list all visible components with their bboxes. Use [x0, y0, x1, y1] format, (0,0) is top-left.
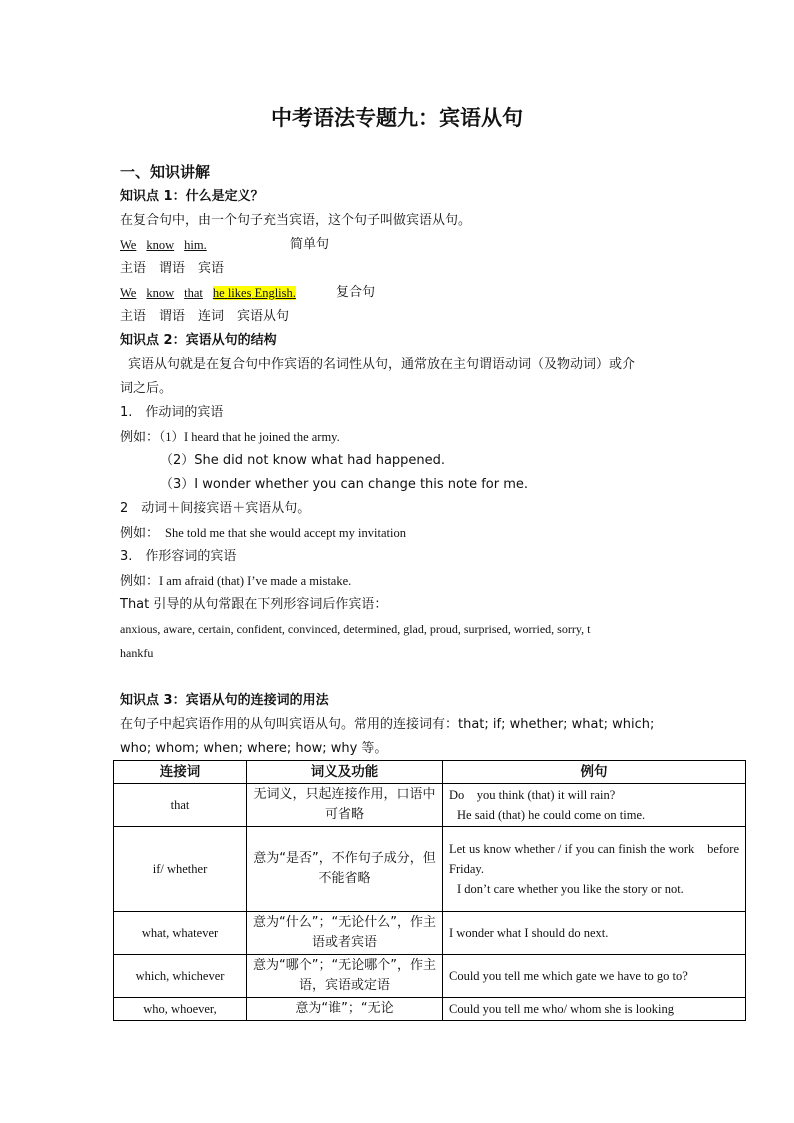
cell-meaning: 意为“什么”；“无论什么”，作主语或者宾语 [247, 912, 443, 955]
header-conjunction: 连接词 [114, 761, 247, 784]
example-sentence: He said (that) he could come on time. [457, 808, 646, 822]
kp2-paragraph-line2: 词之后。 [120, 381, 173, 396]
adjective-list-line2: hankfu [120, 646, 154, 660]
kp2-example1-3: （3）I wonder whether you can change this note for me. [160, 477, 529, 492]
kp2-paragraph-line1: 宾语从句就是在复合句中作宾语的名词性从句，通常放在主句谓语动词（及物动词）或介 [128, 357, 636, 372]
simple-sentence-example [120, 236, 207, 254]
kp2-example1-2: （2）She did not know what had happened. [160, 453, 446, 468]
cell-meaning: 意为“是否”，不作句子成分，但不能省略 [247, 827, 443, 912]
kp2-heading: 知识点 2：宾语从句的结构 [120, 333, 277, 348]
kp1-heading: 知识点 1：什么是定义？ [120, 189, 264, 204]
cell-examples [443, 955, 746, 998]
example-sentence: Could you tell me who/ whom she is looking [449, 1002, 674, 1016]
kp2-example3 [120, 572, 351, 591]
complex-sentence-example [120, 284, 296, 302]
kp2-example2 [120, 524, 406, 543]
example-prefix: 例如： [120, 526, 160, 541]
highlight-likes: likes [227, 286, 252, 300]
cell-examples [443, 998, 746, 1021]
example-sentence: I don’t care whether you like the story or not. [457, 882, 684, 896]
simple-sentence-label: 简单句 [290, 237, 330, 252]
word-we: We [120, 286, 137, 300]
example-prefix: 例如： [120, 430, 160, 445]
word-know: know [146, 238, 175, 252]
example-text: She told me that she would accept my invitation [165, 526, 406, 540]
header-example: 例句 [443, 761, 746, 784]
simple-sentence-roles: 主语 谓语 宾语 [120, 261, 225, 276]
that-adjective-note: That 引导的从句常跟在下列形容词后作宾语： [120, 597, 388, 612]
cell-examples [443, 784, 746, 827]
example-sentence: Let us know whether / if you can finish the work before Friday. [449, 842, 739, 876]
adjective-list-line1: anxious, aware, certain, confident, convinced, determined, glad, proud, surprised, worried, sorry, t [120, 622, 591, 636]
kp2-item2: 2 动词＋间接宾语＋宾语从句。 [120, 501, 311, 516]
kp3-line2: who; whom; when; where; how; why 等。 [120, 741, 388, 756]
cell-meaning: 意为“谁”；“无论 [247, 998, 443, 1021]
example-text: I am afraid (that) I’ve made a mistake. [159, 574, 352, 588]
example-sentence: I wonder what I should do next. [449, 926, 609, 940]
page-title: 中考语法专题九：宾语从句 [271, 106, 523, 130]
example-sentence: Do you think (that) it will rain? [449, 788, 616, 802]
word-know: know [146, 286, 175, 300]
section-heading: 一、知识讲解 [120, 163, 211, 181]
cell-conjunction: that [114, 784, 247, 827]
cell-conjunction: if/ whether [114, 827, 247, 912]
cell-conjunction: who, whoever, [114, 998, 247, 1021]
example-prefix: 例如： [120, 574, 160, 589]
kp3-heading: 知识点 3：宾语从句的连接词的用法 [120, 693, 329, 708]
table-row [114, 998, 746, 1021]
word-him: him. [184, 238, 207, 252]
cell-meaning: 无词义，只起连接作用，口语中可省略 [247, 784, 443, 827]
table-header-row [114, 761, 746, 784]
kp2-example1-1 [120, 428, 340, 447]
highlight-english: English. [254, 286, 296, 300]
conjunction-table [113, 760, 746, 1021]
table-row [114, 784, 746, 827]
kp2-item3: 3. 作形容词的宾语 [120, 549, 237, 564]
kp3-line1: 在句子中起宾语作用的从句叫宾语从句。常用的连接词有：that; if; whether; what; which; [120, 717, 655, 732]
highlight-he: he [212, 286, 225, 300]
cell-conjunction: what, whatever [114, 912, 247, 955]
cell-meaning: 意为“哪个”；“无论哪个”，作主语，宾语或定语 [247, 955, 443, 998]
example-text: （1）I heard that he joined the army. [159, 430, 340, 444]
complex-sentence-label: 复合句 [336, 285, 376, 300]
word-we: We [120, 238, 137, 252]
cell-examples [443, 912, 746, 955]
table-row [114, 912, 746, 955]
word-that: that [184, 286, 203, 300]
header-meaning: 词义及功能 [247, 761, 443, 784]
table-row [114, 827, 746, 912]
example-sentence: Could you tell me which gate we have to go to? [449, 969, 688, 983]
table-row [114, 955, 746, 998]
kp2-item1: 1. 作动词的宾语 [120, 405, 224, 420]
cell-conjunction: which, whichever [114, 955, 247, 998]
kp1-intro: 在复合句中，由一个句子充当宾语，这个句子叫做宾语从句。 [120, 213, 472, 228]
complex-sentence-roles: 主语 谓语 连词 宾语从句 [120, 309, 290, 324]
cell-examples [443, 827, 746, 912]
